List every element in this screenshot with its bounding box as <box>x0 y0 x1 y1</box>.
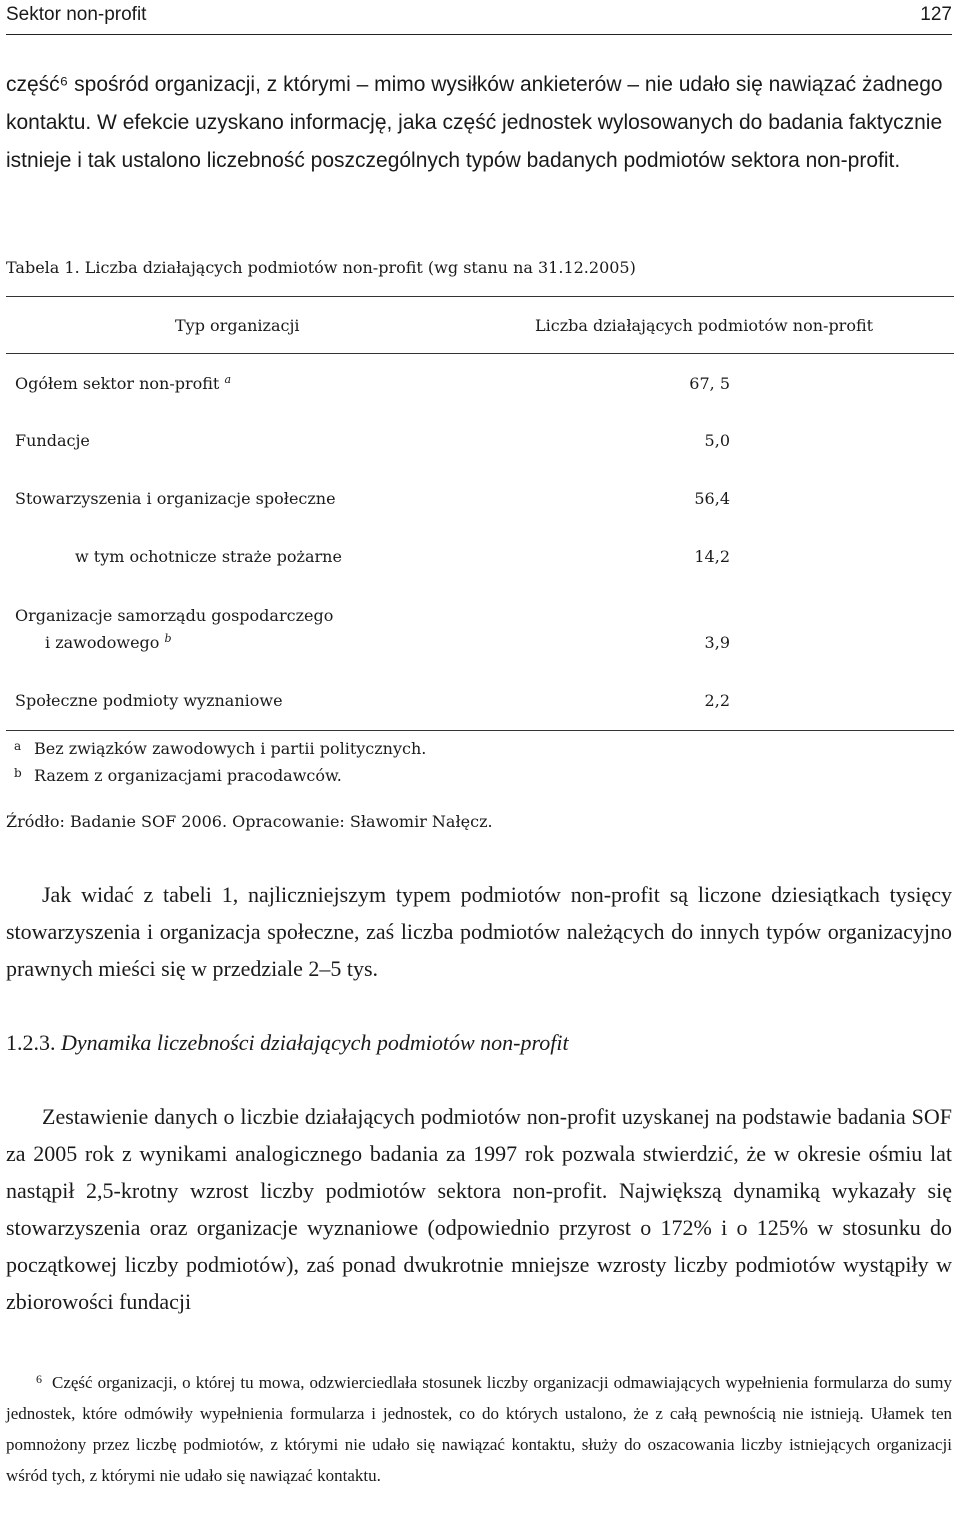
table-row-label-line1: Organizacje samorządu gospodarczego <box>15 606 334 625</box>
footnote-6 <box>6 1364 952 1491</box>
table-row-label-line2: i zawodowego $^b$ <box>45 632 172 652</box>
section-heading <box>6 1030 569 1056</box>
table-source: Źródło: Badanie SOF 2006. Opracowanie: Sławomir Nałęcz. <box>6 812 493 831</box>
section-number: 1.2.3. <box>6 1030 56 1055</box>
table-row-value: 67, 5 <box>689 374 730 393</box>
table-row-label: Społeczne podmioty wyznaniowe <box>15 691 283 710</box>
table-bottom-rule <box>6 730 954 731</box>
table-row-value: 56,4 <box>694 489 730 508</box>
table-row-value: 14,2 <box>694 547 730 566</box>
table-note-a: a Bez związków zawodowych i partii politycznych. <box>14 739 427 758</box>
table-row-value: 5,0 <box>704 431 730 450</box>
table-row-label: w tym ochotnicze straże pożarne <box>75 547 342 566</box>
running-header <box>6 2 952 35</box>
table-row-label: Fundacje <box>15 431 90 450</box>
column-header-count: Liczba działających podmiotów non-profit <box>535 316 874 335</box>
footnote-mark: 6 <box>36 1372 42 1386</box>
page-number: 127 <box>920 4 952 25</box>
table-row-label: Stowarzyszenia i organizacje społeczne <box>15 489 336 508</box>
table-top-rule <box>6 296 954 297</box>
table-row-value: 2,2 <box>704 691 730 710</box>
table-caption: Tabela 1. Liczba działających podmiotów non-profit (wg stanu na 31.12.2005) <box>6 258 636 277</box>
table-row-value: 3,9 <box>704 633 730 652</box>
intro-paragraph: część⁶ spośród organizacji, z którymi – mimo wysiłków ankieterów – nie udało się nawiązać żadnego kontaktu. W efekcie uzyskano informację, jaka część jednostek wylosowanych do badania faktycznie istnieje i tak ustalono liczebność poszczególnych typów badanych podmiotów sektora non-profit. <box>6 73 943 172</box>
table-row-label: Ogółem sektor non-profit $^a$ <box>15 373 232 393</box>
table-note-b: b Razem z organizacjami pracodawców. <box>14 766 342 785</box>
column-header-type: Typ organizacji <box>175 316 300 335</box>
section-paragraph: Zestawienie danych o liczbie działających podmiotów non-profit uzyskanej na podstawie badania SOF za 2005 rok z wynikami analogicznego badania za 1997 rok pozwala stwierdzić, że w okresie ośmiu lat nastąpił 2,5-krotny wzrost liczby podmiotów sektora non-profit. Największą dynamiką wykazały się stowarzyszenia oraz organizacje wyznaniowe (odpowiednio przyrost o 172% i o 125% w stosunku do początkowej liczby podmiotów), zaś ponad dwukrotnie mniejsze wzrosty liczby podmiotów wystąpiły w zbiorowości fundacji <box>6 1104 952 1314</box>
footnote-text: Część organizacji, o której tu mowa, odzwierciedlała stosunek liczby organizacji odmawiających wypełnienia formularza do sumy jednostek, które odmówiły wypełnienia formularza i jednostek, co do których ustalono, że z całą pewnością nie istnieją. Ułamek ten pomnożony przez liczbę podmiotów, z którymi nie udało się nawiązać kontaktu, służy do oszacowania liczby istniejących organizacji wśród tych, z którymi nie udało się nawiązać kontaktu. <box>6 1373 952 1485</box>
section-title: Dynamika liczebności działających podmiotów non-profit <box>61 1030 569 1055</box>
paragraph-after-table: Jak widać z tabeli 1, najliczniejszym typem podmiotów non-profit są liczone dziesiątkach tysięcy stowarzyszenia i organizacja społeczne, zaś liczba podmiotów należących do innych typów organizacyjno prawnych mieści się w przedziale 2–5 tys. <box>6 882 952 981</box>
running-title: Sektor non-profit <box>6 4 147 25</box>
table-header-rule <box>6 353 954 354</box>
